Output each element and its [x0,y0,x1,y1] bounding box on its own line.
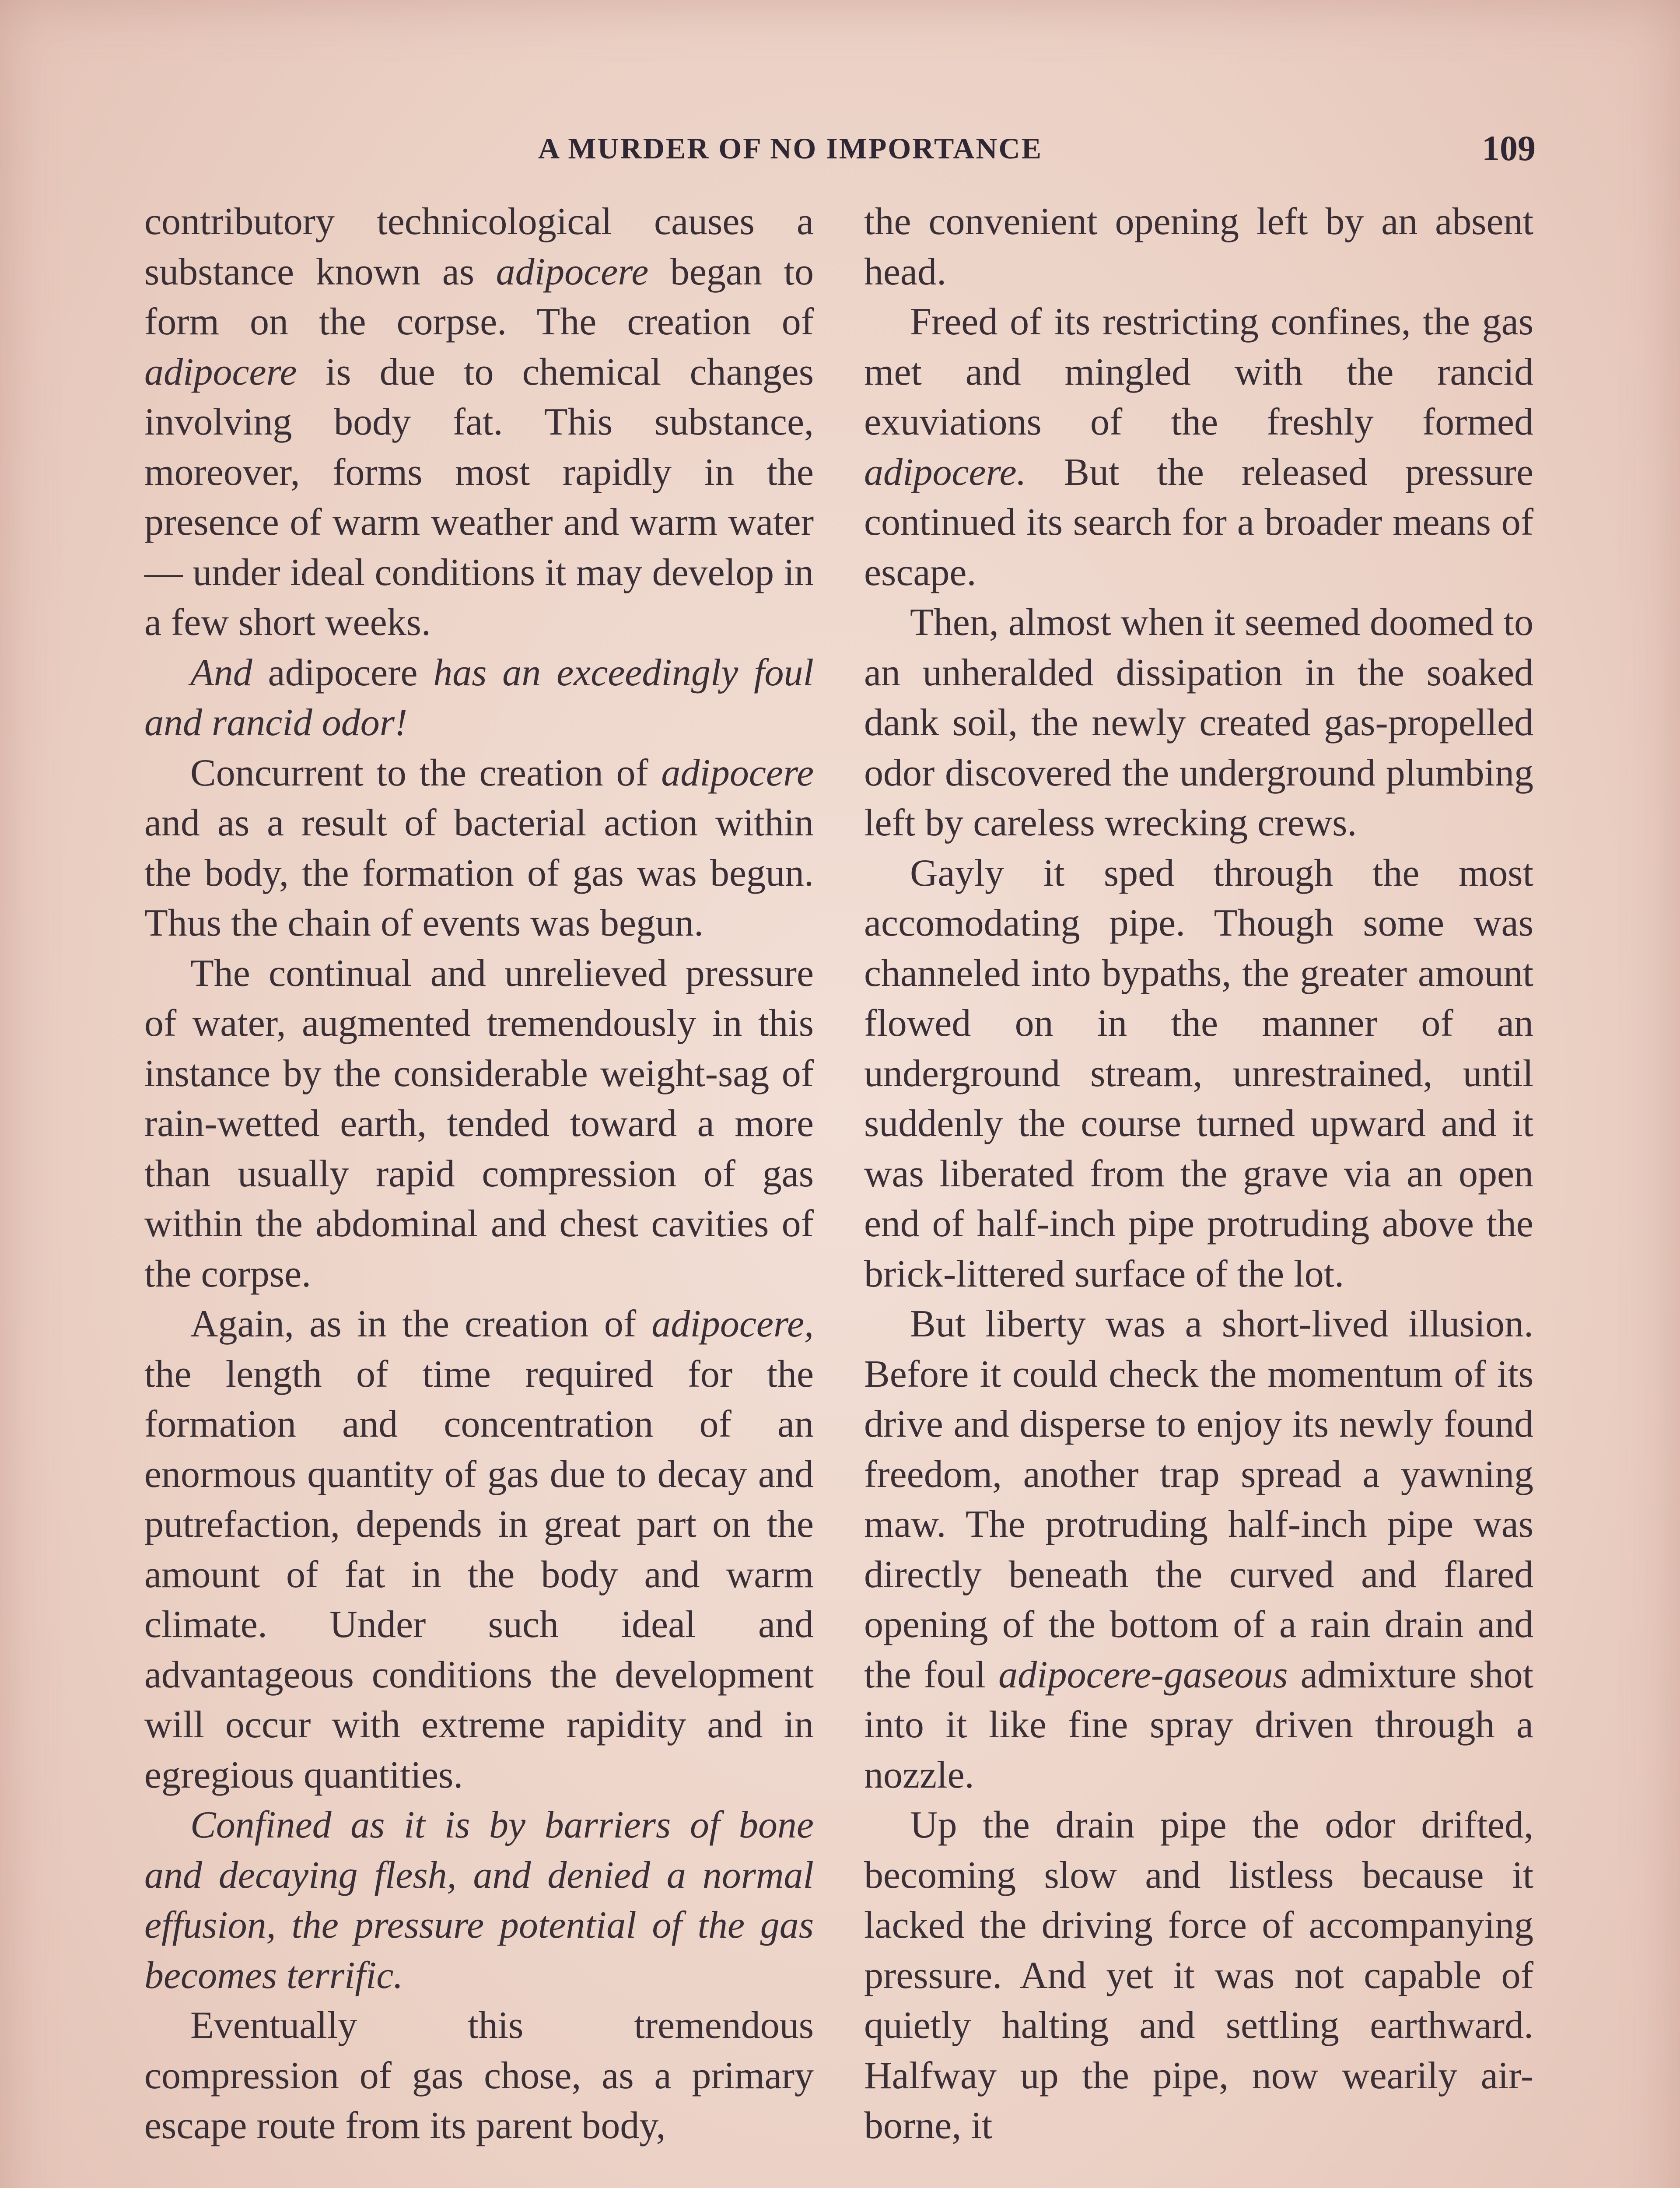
paragraph: But liberty was a short-lived illusion. Before it could check the momentum of its drive and disperse to enjoy its newly found freedom, another trap spread a yawning maw. The protruding half-inch pipe was directly beneath the curved and flared opening of the bottom of a rain drain and the foul adipocere-gaseous admixture shot into it like fine spray driven through a nozzle. [864,1303,1534,1796]
running-head: A MURDER OF NO IMPORTANCE [538,132,1043,165]
paragraph: contributory technicological causes a substance known as adipocere began to form on the corpse. The creation of adipocere is due to chemical changes involving body fat. This substance, moreover, forms most rapidly in the presence of warm weather and warm water— under ideal conditions it may develop in a few short weeks. [144,200,814,644]
paragraph: The continual and unrelieved pressure of water, augmented tremendously in this instance by the considerable weight-sag of rain-wetted earth, tended toward a more than usually rapid compression of gas within the abdominal and chest cavities of the corpse. [144,952,814,1295]
paragraph: Gayly it sped through the most accomodating pipe. Though some was channeled into bypaths, the greater amount flowed on in the manner of an underground stream, unrestrained, until suddenly the course turned upward and it was liberated from the grave via an open end of half-inch pipe protruding above the brick-littered surface of the lot. [864,852,1533,1295]
paragraph: Confined as it is by barriers of bone and decaying flesh, and denied a normal effusion, the pressure potential of the gas becomes terrific. [144,1804,814,1997]
paragraph: Concurrent to the creation of adipocere and as a result of bacterial action within the body, the formation of gas was begun. Thus the chain of events was begun. [144,751,814,944]
paragraph: Then, almost when it seemed doomed to an unheralded dissipation in the soaked dank soil, the newly created gas-propelled odor discovered the underground plumbing left by careless wrecking crews. [864,601,1533,844]
paragraph: Freed of its restricting confines, the gas met and mingled with the rancid exuviations of the freshly formed adipocere. But the released pressure continued its search for a broader means of escape. [864,301,1533,594]
paragraph: Eventually this tremendous compression of gas chose, as a primary escape route from its parent body, [144,2004,814,2147]
left-text-column [144,197,814,2151]
paragraph: the convenient opening left by an absent head. [864,200,1533,293]
paragraph: Up the drain pipe the odor drifted, becoming slow and listless because it lacked the driving force of accompanying pressure. And yet it was not capable of quietly halting and settling earthward. Halfway up the pipe, now wearily air-borne, it [864,1804,1533,2147]
right-text-column [864,197,1533,2151]
page-number: 109 [1482,128,1536,168]
paragraph: And adipocere has an exceedingly foul and rancid odor! [144,651,814,744]
paragraph: Again, as in the creation of adipocere, the length of time required for the formation and concentration of an enormous quantity of gas due to decay and putrefaction, depends in great part on the amount of fat in the body and warm climate. Under such ideal and advantageous conditions the development will occur with extreme rapidity and in egregious quantities. [144,1303,814,1796]
